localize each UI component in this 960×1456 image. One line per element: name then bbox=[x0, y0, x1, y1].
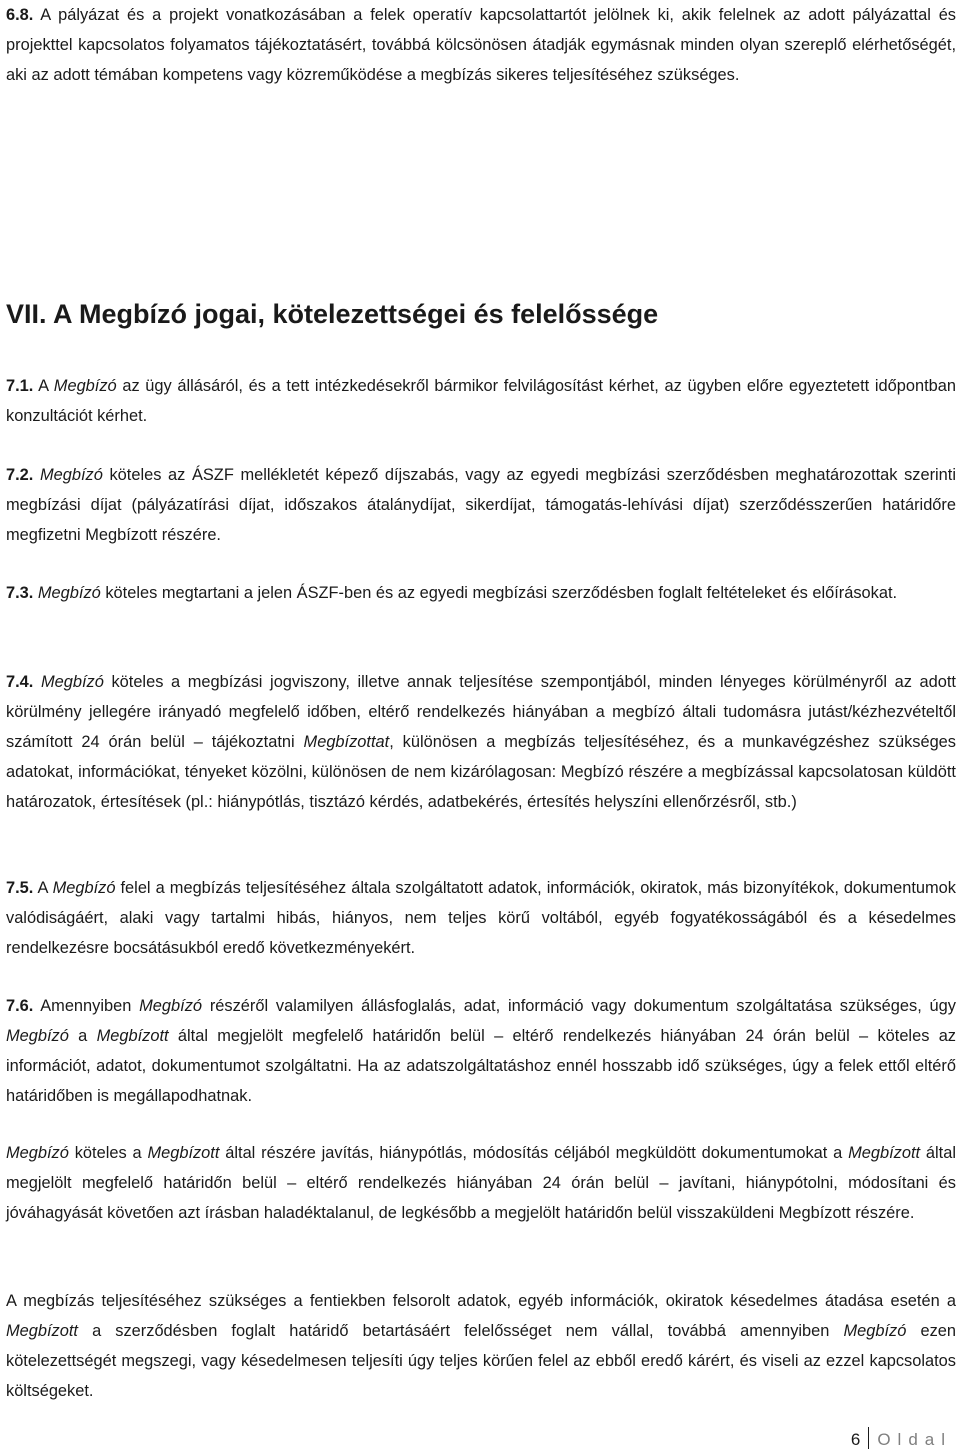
paragraph-text: részéről valamilyen állásfoglalás, adat, információ vagy dokumentum szolgáltatása szükséges, úgy bbox=[202, 997, 956, 1015]
paragraph-number: 7.4. bbox=[6, 673, 34, 691]
party-name: Megbízottat bbox=[303, 733, 390, 751]
footer-divider bbox=[868, 1427, 869, 1449]
paragraph-text: köteles az ÁSZF mellékletét képező díjszabás, vagy az egyedi megbízási szerződésben meghatározottak szerinti megbízási díjat (pályázatírási díjat, időszakos átalánydíjat, sikerdíjat, támogatás-lehívási díjat) szerződésszerűen határidőre megfizetni Megbízott részére. bbox=[6, 466, 956, 544]
paragraph-text: köteles megtartani a jelen ÁSZF-ben és az egyedi megbízási szerződésben foglalt feltételeket és előírásokat. bbox=[100, 584, 898, 602]
party-name: Megbízó bbox=[52, 879, 116, 897]
paragraph-text: ezen kötelezettségét megszegi, vagy késedelmesen teljesíti úgy teljes körűen felel az ebből eredő kárért, és viseli az ezzel kapcsolatos költségeket. bbox=[6, 1322, 956, 1400]
party-name: Megbízott bbox=[147, 1144, 220, 1162]
party-name: Megbízott bbox=[6, 1322, 78, 1340]
page-label: Oldal bbox=[877, 1430, 952, 1449]
party-name: Megbízó bbox=[139, 997, 203, 1015]
paragraph-number: 7.6. bbox=[6, 997, 34, 1015]
paragraph-text: A bbox=[33, 377, 54, 395]
paragraph-text bbox=[33, 466, 40, 484]
paragraph-text: a bbox=[68, 1027, 97, 1045]
party-name: Megbízó bbox=[53, 377, 117, 395]
paragraph-text: A pályázat és a projekt vonatkozásában a felek operatív kapcsolattartót jelölnek ki, akik felelnek az adott pályázattal és projekttel kapcsolatos folyamatos tájékoztatásért, továbbá kölcsönösen átadják egymásnak minden olyan szereplő elérhetőségét, aki az adott témában kompetens vagy közreműködése a megbízás sikeres teljesítéséhez szükséges. bbox=[6, 6, 956, 84]
page-number: 6 bbox=[850, 1430, 861, 1449]
party-name: Megbízó bbox=[6, 1027, 69, 1045]
paragraph-text: köteles a megbízási jogviszony, illetve annak teljesítése szempontjából, minden lényeges körülményről az adott körülmény jellegére irányadó megfelelő időben, eltérő rendelkezés hiányában a megbízó általi tudomásra jutást/kézhezvételtől számított 24 órán belül – tájékoztatni bbox=[6, 673, 956, 751]
party-name: Megbízott bbox=[96, 1027, 169, 1045]
paragraph-text: A megbízás teljesítéséhez szükséges a fentiekben felsorolt adatok, egyéb információk, okiratok késedelmes átadása esetén a bbox=[6, 1292, 956, 1310]
paragraph-6-8 bbox=[6, 0, 956, 90]
party-name: Megbízó bbox=[843, 1322, 907, 1340]
party-name: Megbízó bbox=[40, 673, 104, 691]
paragraph-text: által részére javítás, hiánypótlás, módosítás céljából megküldött dokumentumokat a bbox=[219, 1144, 849, 1162]
paragraph-7-5 bbox=[6, 873, 956, 963]
paragraph-number: 7.5. bbox=[6, 879, 34, 897]
paragraph-7-2 bbox=[6, 460, 956, 550]
paragraph-text: a szerződésben foglalt határidő betartásáért felelősséget nem vállal, továbbá amennyiben bbox=[77, 1322, 844, 1340]
paragraph-number: 7.1. bbox=[6, 377, 34, 395]
paragraph-7-1 bbox=[6, 371, 956, 431]
paragraph-text: Amennyiben bbox=[33, 997, 140, 1015]
document-page bbox=[6, 0, 956, 1456]
paragraph-text: felel a megbízás teljesítéséhez általa szolgáltatott adatok, információk, okiratok, más bizonyítékok, dokumentumok valódiságáért, alaki vagy tartalmi hibás, hiányos, nem teljes körű voltából, egyéb fogyatékosságából és a késedelmes rendelkezésre bocsátásukból eredő következményekért. bbox=[6, 879, 956, 957]
paragraph-7-4 bbox=[6, 667, 956, 817]
paragraph-text: A bbox=[33, 879, 53, 897]
party-name: Megbízott bbox=[848, 1144, 921, 1162]
paragraph-text: által megjelölt megfelelő határidőn belül – eltérő rendelkezés hiányában 24 órán belül – köteles az információt, adatot, dokumentumot szolgáltatni. Ha az adatszolgáltatáshoz ennél hosszabb idő szükséges, úgy a felek ettől eltérő határidőben is megállapodhatnak. bbox=[6, 1027, 957, 1105]
page-footer bbox=[851, 1426, 952, 1454]
paragraph-text: által megjelölt megfelelő határidőn belül – eltérő rendelkezés hiányában 24 órán belül – javítani, hiánypótolni, módosítani és jóváhagyását követően azt írásban haladéktalanul, de legkésőbb a megjelölt határidőn belül visszaküldeni Megbízott részére. bbox=[6, 1144, 956, 1222]
party-name: Megbízó bbox=[37, 584, 101, 602]
party-name: Megbízó bbox=[39, 466, 103, 484]
paragraph-document-correction bbox=[6, 1138, 956, 1228]
paragraph-number: 6.8. bbox=[6, 6, 34, 24]
paragraph-late-delivery bbox=[6, 1286, 956, 1406]
paragraph-7-6 bbox=[6, 991, 956, 1111]
paragraph-text: köteles a bbox=[68, 1144, 148, 1162]
paragraph-text: az ügy állásáról, és a tett intézkedésekről bármikor felvilágosítást kérhet, az ügyben előre egyeztetett időpontban konzultációt kérhet. bbox=[6, 377, 957, 425]
paragraph-text: , különösen a megbízás teljesítéséhez, és a munkavégzéshez szükséges adatokat, információkat, tényeket közölni, különösen de nem kizárólagosan: Megbízó részére a megbízással kapcsolatosan küldött határozatok, értesítések (pl.: hiánypótlás, tisztázó kérdés, adatbekérés, értesítés helyszíni ellenőrzésről, stb.) bbox=[6, 733, 956, 811]
paragraph-number: 7.2. bbox=[6, 466, 34, 484]
party-name: Megbízó bbox=[6, 1144, 69, 1162]
paragraph-number: 7.3. bbox=[6, 584, 34, 602]
paragraph-7-3 bbox=[6, 578, 956, 608]
paragraph-text bbox=[33, 673, 41, 691]
section-heading: VII. A Megbízó jogai, kötelezettségei és felelőssége bbox=[6, 299, 659, 329]
